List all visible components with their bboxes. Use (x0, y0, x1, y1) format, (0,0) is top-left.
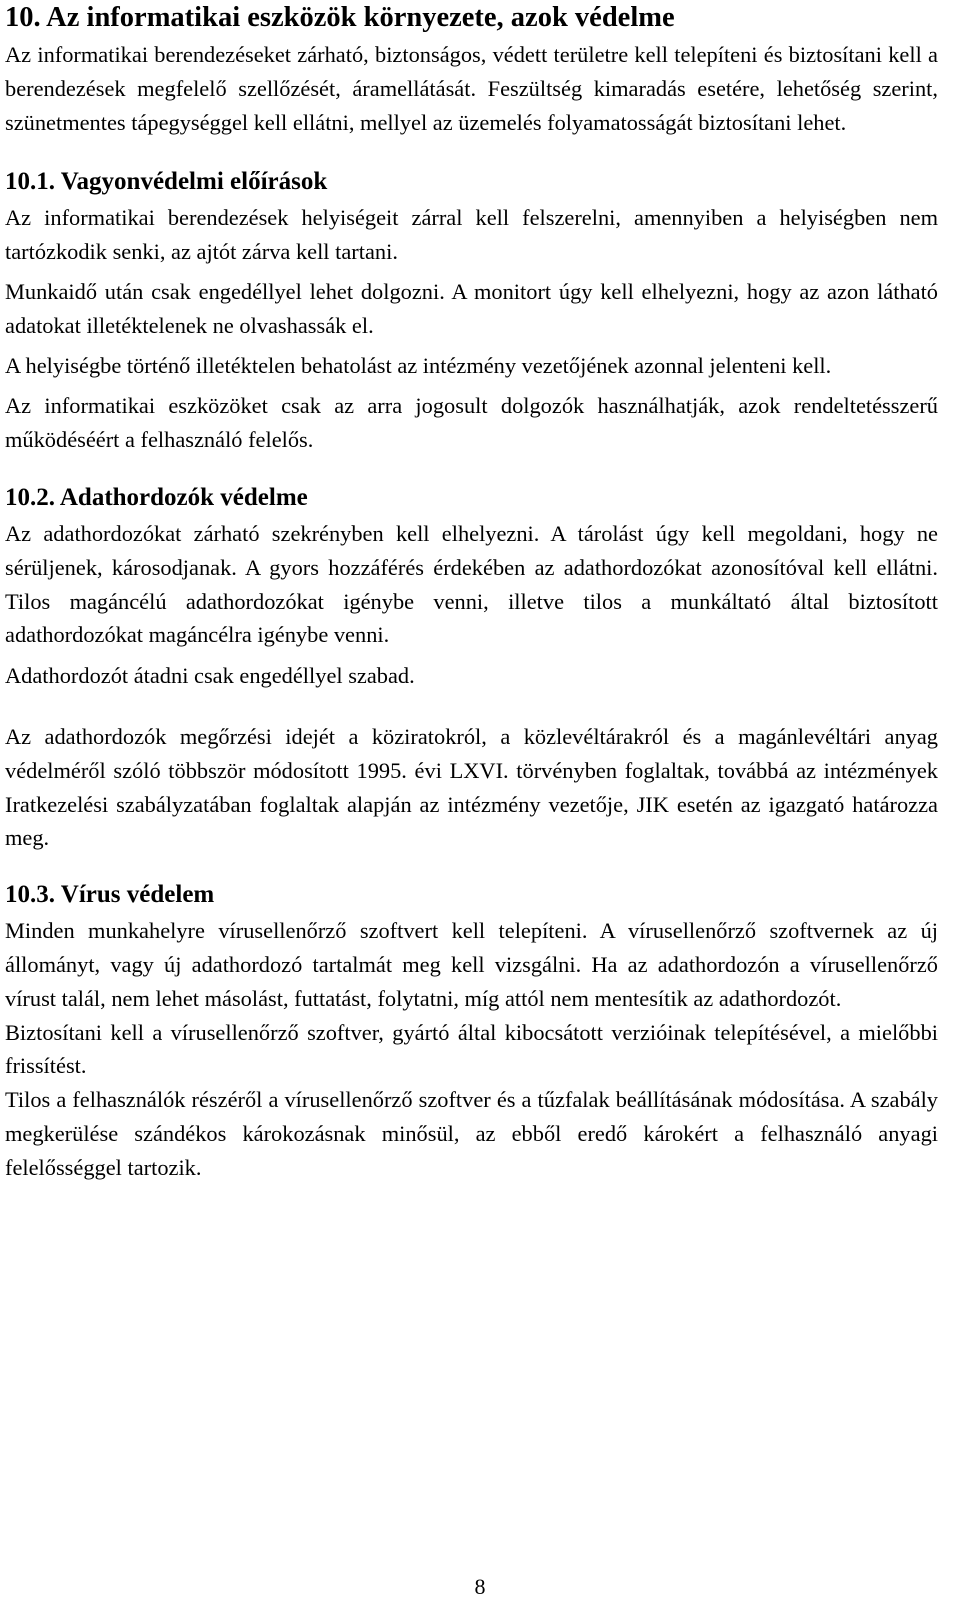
paragraph: A helyiségbe történő illetéktelen behatolást az intézmény vezetőjének azonnal jelenteni kell. (5, 352, 832, 378)
section-heading-10-2: 10.2. Adathordozók védelme (5, 483, 308, 511)
paragraph: Az informatikai berendezések helyiségeit zárral kell felszerelni, amennyiben a helyiségben nem tartózkodik senki, az ajtót zárva kell tartani. (5, 205, 938, 265)
page-number: 8 (474, 1574, 486, 1599)
section-heading-10-3: 10.3. Vírus védelem (5, 881, 215, 909)
paragraph: Adathordozót átadni csak engedéllyel szabad. (5, 663, 415, 689)
paragraph: Tilos a felhasználók részéről a vírusellenőrző szoftver és a tűzfalak beállításának módosítása. A szabály megkerülése szándékos károkozásnak minősül, az ebből eredő károkért a felhasználó anyagi felelősséggel tartozik. (5, 1087, 938, 1180)
section-heading-10-1: 10.1. Vagyonvédelmi előírások (5, 168, 328, 196)
paragraph: Biztosítani kell a vírusellenőrző szoftver, gyártó által kibocsátott verzióinak telepítésével, a mielőbbi frissítést. (5, 1019, 938, 1079)
document-page (5, 0, 938, 1185)
paragraph: Az adathordozók megőrzési idejét a köziratokról, a közlevéltárakról és a magánlevéltári anyag védelméről szóló többször módosított 1995. évi LXVI. törvényben foglaltak, továbbá az intézmények Iratkezelési szabályzatában foglaltak alapján az intézmény vezetője, JIK esetén az igazgató határozza meg. (5, 723, 938, 851)
intro-paragraph: Az informatikai berendezéseket zárható, biztonságos, védett területre kell telepíteni és biztosítani kell a berendezések megfelelő szellőzését, áramellátását. Feszültség kimaradás esetére, lehetőség szerint, szünetmentes tápegységgel kell ellátni, mellyel az üzemelés folyamatosságát biztosítani lehet. (5, 42, 938, 135)
paragraph: Munkaidő után csak engedéllyel lehet dolgozni. A monitort úgy kell elhelyezni, hogy az azon látható adatokat illetéktelenek ne olvashassák el. (5, 278, 938, 338)
paragraph: Az informatikai eszközöket csak az arra jogosult dolgozók használhatják, azok rendeltetésszerű működéséért a felhasználó felelős. (5, 393, 938, 453)
paragraph: Minden munkahelyre vírusellenőrző szoftvert kell telepíteni. A vírusellenőrző szoftvernek az új állományt, vagy új adathordozó tartalmát meg kell vizsgálni. Ha az adathordozón a vírusellenőrző vírust talál, nem lehet másolást, futtatást, folytatni, míg attól nem mentesítik az adathordozót. (5, 918, 938, 1011)
chapter-title: 10. Az informatikai eszközök környezete, azok védelme (5, 2, 675, 33)
paragraph: Az adathordozókat zárható szekrényben kell elhelyezni. A tárolást úgy kell megoldani, hogy ne sérüljenek, károsodjanak. A gyors hozzáférés érdekében az adathordozókat azonosítóval kell ellátni. Tilos magáncélú adathordozókat igénybe venni, illetve tilos a munkáltató által biztosított adathordozókat magáncélra igénybe venni. (5, 520, 938, 648)
